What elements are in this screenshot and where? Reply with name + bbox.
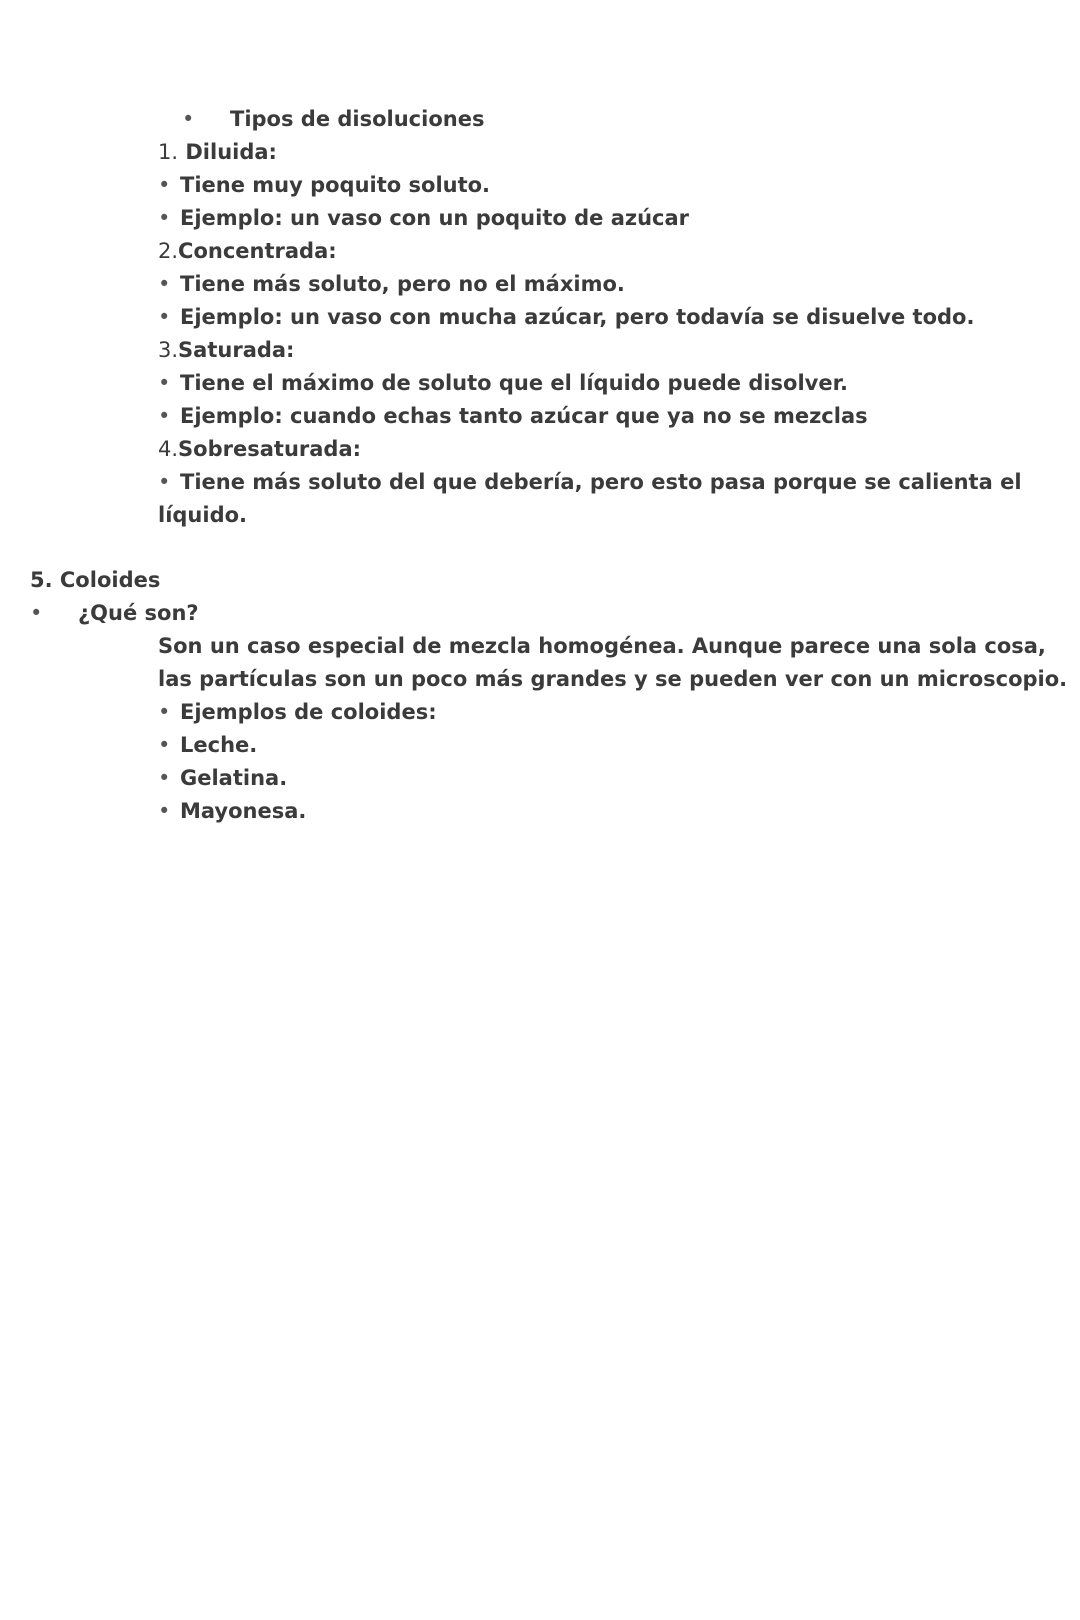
- item-title: Diluida:: [185, 140, 277, 164]
- item-4-title-row: [158, 432, 361, 466]
- bullet-icon: •: [158, 700, 171, 724]
- item-number: 3.: [158, 338, 179, 362]
- list-item: [158, 168, 490, 202]
- item-title: Concentrada:: [178, 239, 337, 263]
- list-item: [158, 761, 287, 795]
- list-item: [158, 728, 257, 762]
- list-item-text: Tiene más soluto del que debería, pero esto pasa porque se calienta el: [180, 470, 1022, 494]
- list-item-text: Tiene más soluto, pero no el máximo.: [180, 272, 625, 296]
- list-item-text: Tiene el máximo de soluto que el líquido puede disolver.: [180, 371, 848, 395]
- list-item: [158, 794, 306, 828]
- bullet-icon: •: [158, 733, 171, 757]
- bullet-icon: •: [158, 272, 171, 296]
- item-2-title-row: [158, 234, 337, 268]
- list-item-text: Mayonesa.: [180, 799, 307, 823]
- question-text: ¿Qué son?: [78, 601, 199, 625]
- item-number: 2.: [158, 239, 179, 263]
- bullet-icon: •: [158, 404, 171, 428]
- examples-heading: Ejemplos de coloides:: [180, 700, 437, 724]
- question-row: [30, 596, 199, 630]
- list-item: [158, 267, 625, 301]
- list-item-text: Leche.: [180, 733, 258, 757]
- list-item: [158, 300, 974, 334]
- item-number: 4.: [158, 437, 179, 461]
- tipos-heading: Tipos de disoluciones: [230, 107, 485, 131]
- list-item: [158, 201, 689, 235]
- paragraph-line-2: las partículas son un poco más grandes y se pueden ver con un microscopio.: [158, 667, 1068, 691]
- bullet-icon: •: [158, 206, 171, 230]
- list-item-text: Ejemplo: un vaso con un poquito de azúcar: [180, 206, 690, 230]
- list-item-continuation: [158, 498, 247, 532]
- item-title: Saturada:: [178, 338, 295, 362]
- item-3-title-row: [158, 333, 294, 367]
- examples-heading-row: [158, 695, 437, 729]
- bullet-icon: •: [30, 601, 43, 625]
- list-item: [158, 366, 848, 400]
- bullet-icon: •: [158, 371, 171, 395]
- bullet-icon: •: [158, 305, 171, 329]
- bullet-icon: •: [182, 107, 195, 131]
- item-1-title-row: [158, 135, 277, 169]
- tipos-heading-row: [182, 102, 484, 136]
- coloides-heading: 5. Coloides: [30, 568, 161, 592]
- list-item-text: Gelatina.: [180, 766, 288, 790]
- bullet-icon: •: [158, 173, 171, 197]
- list-item-text: Ejemplo: un vaso con mucha azúcar, pero todavía se disuelve todo.: [180, 305, 975, 329]
- list-item-text: Ejemplo: cuando echas tanto azúcar que ya no se mezclas: [180, 404, 868, 428]
- list-item: [158, 465, 1022, 499]
- item-title: Sobresaturada:: [178, 437, 362, 461]
- item-number: 1.: [158, 140, 179, 164]
- list-item-text: Tiene muy poquito soluto.: [180, 173, 491, 197]
- bullet-icon: •: [158, 766, 171, 790]
- bullet-icon: •: [158, 470, 171, 494]
- paragraph-line-1: Son un caso especial de mezcla homogénea. Aunque parece una sola cosa,: [158, 634, 1046, 658]
- list-item-text: líquido.: [158, 503, 248, 527]
- list-item: [158, 399, 868, 433]
- bullet-icon: •: [158, 799, 171, 823]
